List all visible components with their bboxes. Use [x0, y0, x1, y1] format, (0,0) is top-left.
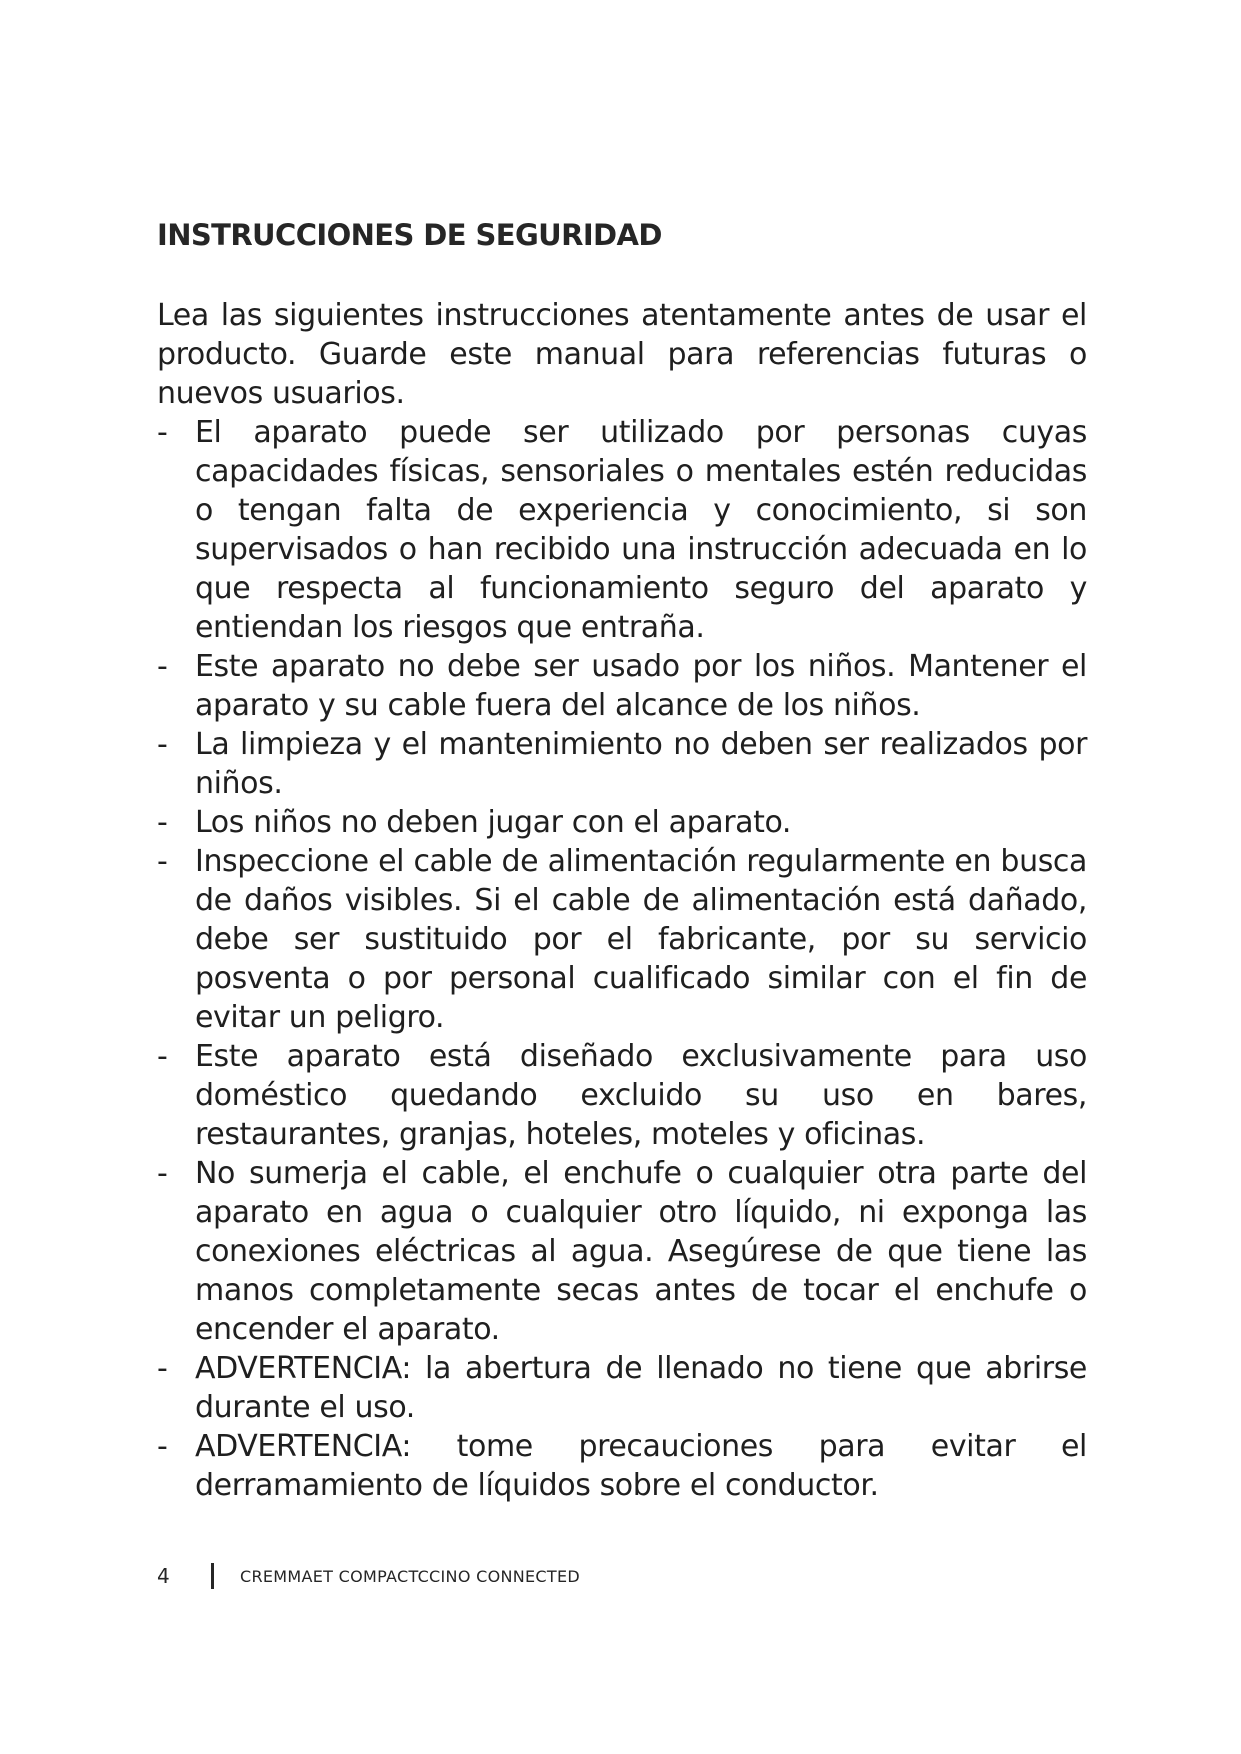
list-item [157, 725, 1087, 803]
footer-divider [211, 1563, 214, 1589]
bullet-dash: - [157, 1429, 168, 1464]
safety-list [157, 413, 1087, 1505]
list-item-text: ADVERTENCIA: la abertura de llenado no tiene que abrirse durante el uso. [195, 1351, 1087, 1425]
list-item [157, 413, 1087, 647]
bullet-dash: - [157, 415, 168, 450]
list-item [157, 842, 1087, 1037]
list-item [157, 1427, 1087, 1505]
list-item-text: Inspeccione el cable de alimentación regularmente en busca de daños visibles. Si el cable de alimentación está dañado, debe ser sustituido por el fabricante, por su servicio posventa o por personal cualificado similar con el fin de evitar un peligro. [195, 844, 1087, 1035]
list-item-text: El aparato puede ser utilizado por personas cuyas capacidades físicas, sensoriales o mentales estén reducidas o tengan falta de experiencia y conocimiento, si son supervisados o han recibido una instrucción adecuada en lo que respecta al funcionamiento seguro del aparato y entiendan los riesgos que entraña. [195, 415, 1087, 645]
bullet-dash: - [157, 727, 168, 762]
list-item-text: No sumerja el cable, el enchufe o cualquier otra parte del aparato en agua o cualquier otro líquido, ni exponga las conexiones eléctricas al agua. Asegúrese de que tiene las manos completamente secas antes de tocar el enchufe o encender el aparato. [195, 1156, 1087, 1347]
bullet-dash: - [157, 1351, 168, 1386]
safety-content [157, 296, 1087, 1505]
list-item [157, 1349, 1087, 1427]
list-item-text: Este aparato no debe ser usado por los niños. Mantener el aparato y su cable fuera del alcance de los niños. [195, 649, 1087, 723]
list-item [157, 1037, 1087, 1154]
bullet-dash: - [157, 1039, 168, 1074]
list-item-text: Los niños no deben jugar con el aparato. [195, 805, 792, 840]
product-name: CREMMAET COMPACTCCINO CONNECTED [240, 1566, 580, 1586]
intro-paragraph: Lea las siguientes instrucciones atentamente antes de usar el producto. Guarde este manual para referencias futuras o nuevos usuarios. [157, 298, 1087, 411]
bullet-dash: - [157, 805, 168, 840]
list-item [157, 803, 1087, 842]
list-item-text: ADVERTENCIA: tome precauciones para evitar el derramamiento de líquidos sobre el conductor. [195, 1429, 1087, 1503]
bullet-dash: - [157, 649, 168, 684]
bullet-dash: - [157, 844, 168, 879]
page-footer [157, 1561, 580, 1591]
list-item-text: Este aparato está diseñado exclusivamente para uso doméstico quedando excluido su uso en bares, restaurantes, granjas, hoteles, moteles y oficinas. [195, 1039, 1087, 1152]
page-number: 4 [157, 1564, 170, 1588]
list-item-text: La limpieza y el mantenimiento no deben ser realizados por niños. [195, 727, 1087, 801]
bullet-dash: - [157, 1156, 168, 1191]
list-item [157, 1154, 1087, 1349]
section-title: INSTRUCCIONES DE SEGURIDAD [157, 218, 662, 252]
list-item [157, 647, 1087, 725]
